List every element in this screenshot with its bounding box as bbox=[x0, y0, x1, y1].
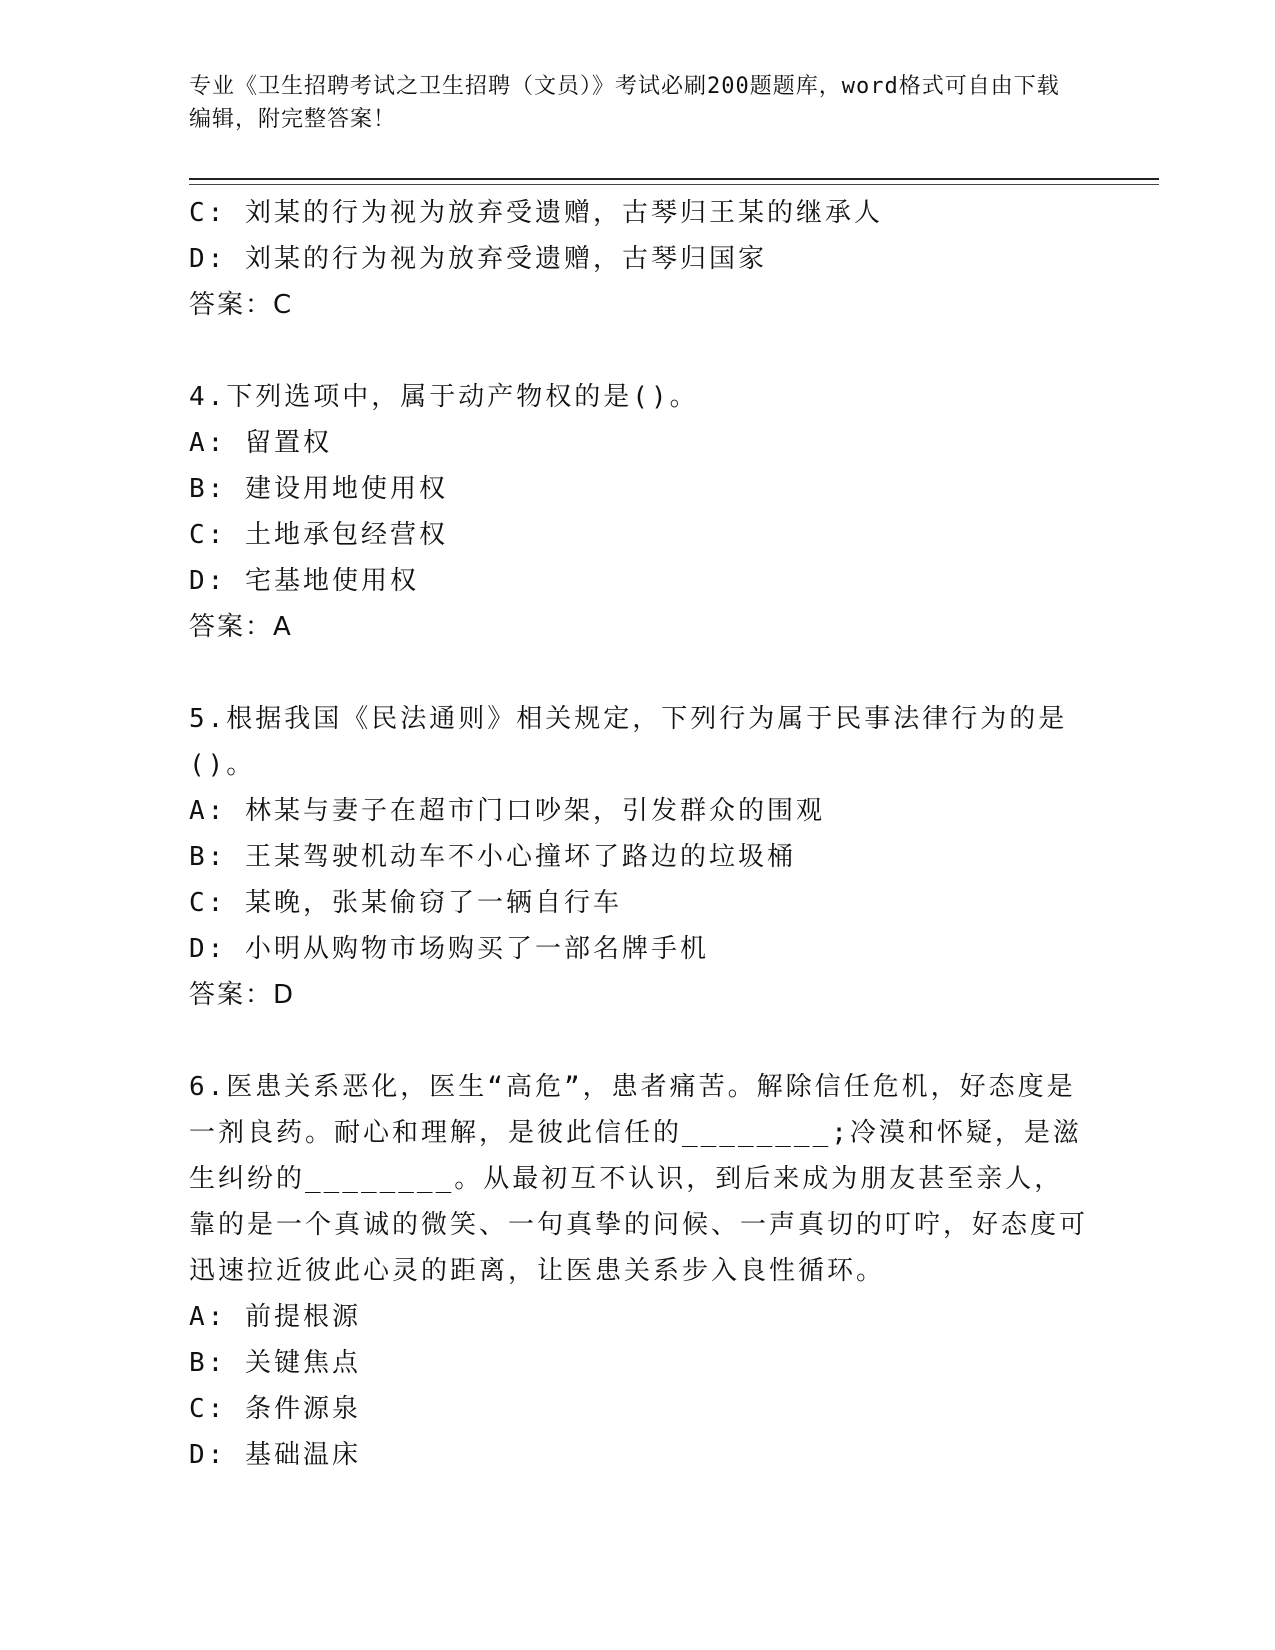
question-6-block bbox=[189, 1064, 1089, 1478]
document-header: 专业《卫生招聘考试之卫生招聘（文员）》考试必刷200题题库，word格式可自由下载编辑，附完整答案！ bbox=[189, 74, 1060, 132]
q4-answer: 答案：A bbox=[189, 612, 293, 642]
q4-stem: 4.下列选项中，属于动产物权的是()。 bbox=[189, 382, 699, 412]
q6-option-b: B: 关键焦点 bbox=[189, 1348, 361, 1378]
spacer bbox=[189, 650, 1089, 696]
q3-option-c: C: 刘某的行为视为放弃受遗赠，古琴归王某的继承人 bbox=[189, 198, 883, 228]
q5-stem: 5.根据我国《民法通则》相关规定，下列行为属于民事法律行为的是()。 bbox=[189, 704, 1068, 780]
q4-option-c: C: 土地承包经营权 bbox=[189, 520, 448, 550]
q4-option-b: B: 建设用地使用权 bbox=[189, 474, 448, 504]
q3-option-d: D: 刘某的行为视为放弃受遗赠，古琴归国家 bbox=[189, 244, 767, 274]
header-rule-thin bbox=[189, 184, 1159, 185]
question-3-block bbox=[189, 190, 1089, 328]
q6-option-a: A: 前提根源 bbox=[189, 1302, 361, 1332]
q5-answer: 答案：D bbox=[189, 980, 296, 1010]
q4-option-a: A: 留置权 bbox=[189, 428, 332, 458]
question-content bbox=[189, 190, 1089, 1478]
q5-option-a: A: 林某与妻子在超市门口吵架，引发群众的围观 bbox=[189, 796, 825, 826]
q6-option-d: D: 基础温床 bbox=[189, 1440, 361, 1470]
q6-option-c: C: 条件源泉 bbox=[189, 1394, 361, 1424]
q4-option-d: D: 宅基地使用权 bbox=[189, 566, 419, 596]
question-4-block bbox=[189, 374, 1089, 650]
q3-answer: 答案：C bbox=[189, 290, 294, 320]
spacer bbox=[189, 1018, 1089, 1064]
question-5-block bbox=[189, 696, 1089, 1018]
q5-option-c: C: 某晚，张某偷窃了一辆自行车 bbox=[189, 888, 622, 918]
q5-option-b: B: 王某驾驶机动车不小心撞坏了路边的垃圾桶 bbox=[189, 842, 796, 872]
spacer bbox=[189, 328, 1089, 374]
q6-stem: 6.医患关系恶化，医生“高危”，患者痛苦。解除信任危机，好态度是一剂良药。耐心和理解，是彼此信任的________;冷漠和怀疑，是滋生纠纷的________。从最初互不认识，到后来成为朋友甚至亲人，靠的是一个真诚的微笑、一句真挚的问候、一声真切的叮咛，好态度可迅速拉近彼此心灵的距离，让医患关系步入良性循环。 bbox=[189, 1072, 1089, 1286]
header-rule-thick bbox=[189, 178, 1159, 180]
q5-option-d: D: 小明从购物市场购买了一部名牌手机 bbox=[189, 934, 709, 964]
